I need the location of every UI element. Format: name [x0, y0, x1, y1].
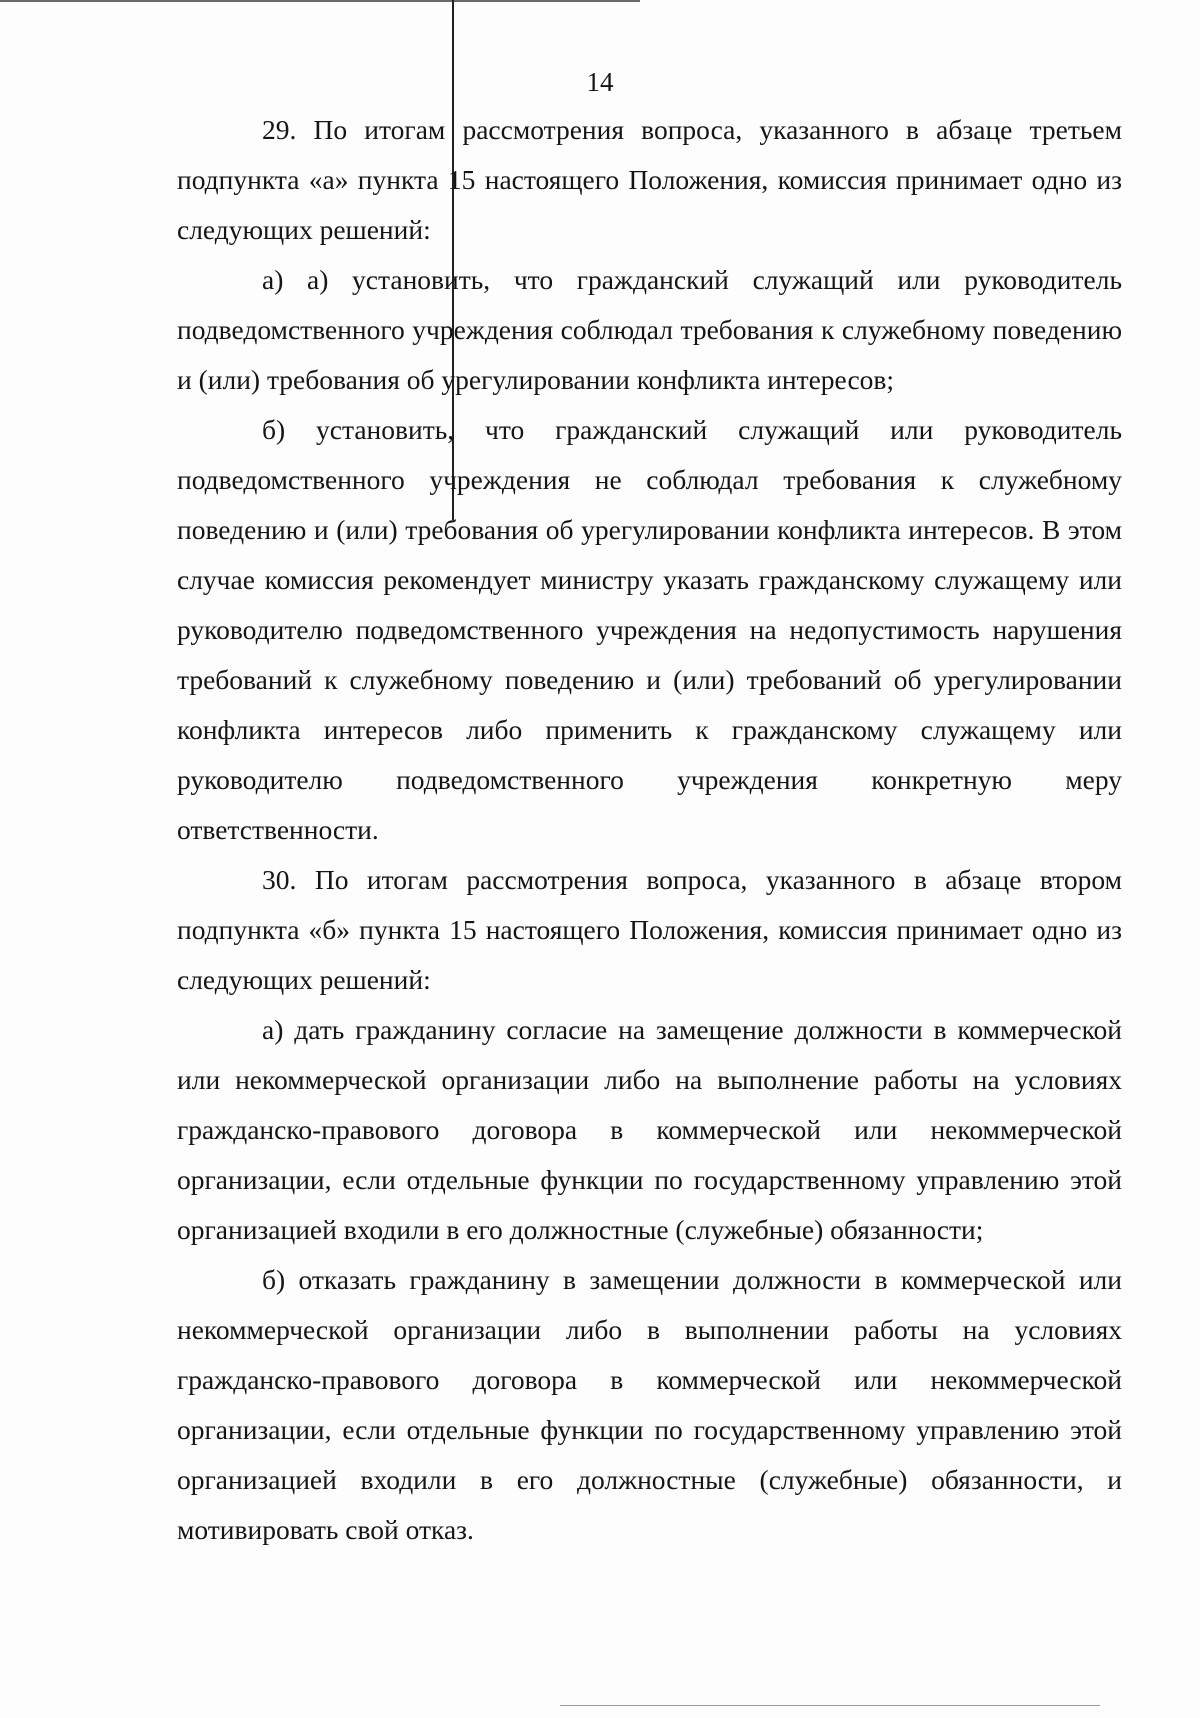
paragraph-29-a: а) а) установить, что гражданский служащий или руководитель подведомственного учреждения соблюдал требования к служебному поведению и (или) требования об урегулировании конфликта интересов; — [177, 264, 1122, 395]
paragraph-29: 29. По итогам рассмотрения вопроса, указанного в абзаце третьем подпункта «а» пункта 15 настоящего Положения, комиссия принимает одно из следующих решений: — [177, 114, 1122, 245]
paragraph-30-b: б) отказать гражданину в замещении должности в коммерческой или некоммерческой организации либо в выполнении работы на условиях гражданско-правового договора в коммерческой или некоммерческой организации, если отдельные функции по государственному управлению этой организацией входили в его должностные (служебные) обязанности, и мотивировать свой отказ. — [177, 1264, 1122, 1545]
paragraph-29-b: б) установить, что гражданский служащий или руководитель подведомственного учреждения не соблюдал требования к служебному поведению и (или) требования об урегулировании конфликта интересов. В этом случае комиссия рекомендует министру указать гражданскому служащему или руководителю подведомственного учреждения на недопустимость нарушения требований к служебному поведению и (или) требований об урегулировании конфликта интересов либо применить к гражданскому служащему или руководителю подведомственного учреждения конкретную меру ответственности. — [177, 414, 1122, 845]
paragraph-30: 30. По итогам рассмотрения вопроса, указанного в абзаце втором подпункта «б» пункта 15 настоящего Положения, комиссия принимает одно из следующих решений: — [177, 864, 1122, 995]
paragraph-30-a: а) дать гражданину согласие на замещение должности в коммерческой или некоммерческой организации либо на выполнение работы на условиях гражданско-правового договора в коммерческой или некоммерческой организации, если отдельные функции по государственному управлению этой организацией входили в его должностные (служебные) обязанности; — [177, 1014, 1122, 1245]
page-number: 14 — [586, 67, 614, 97]
scan-edge-top — [0, 0, 640, 2]
scan-edge-bottom — [560, 1705, 1100, 1706]
document-body — [177, 105, 1122, 1555]
